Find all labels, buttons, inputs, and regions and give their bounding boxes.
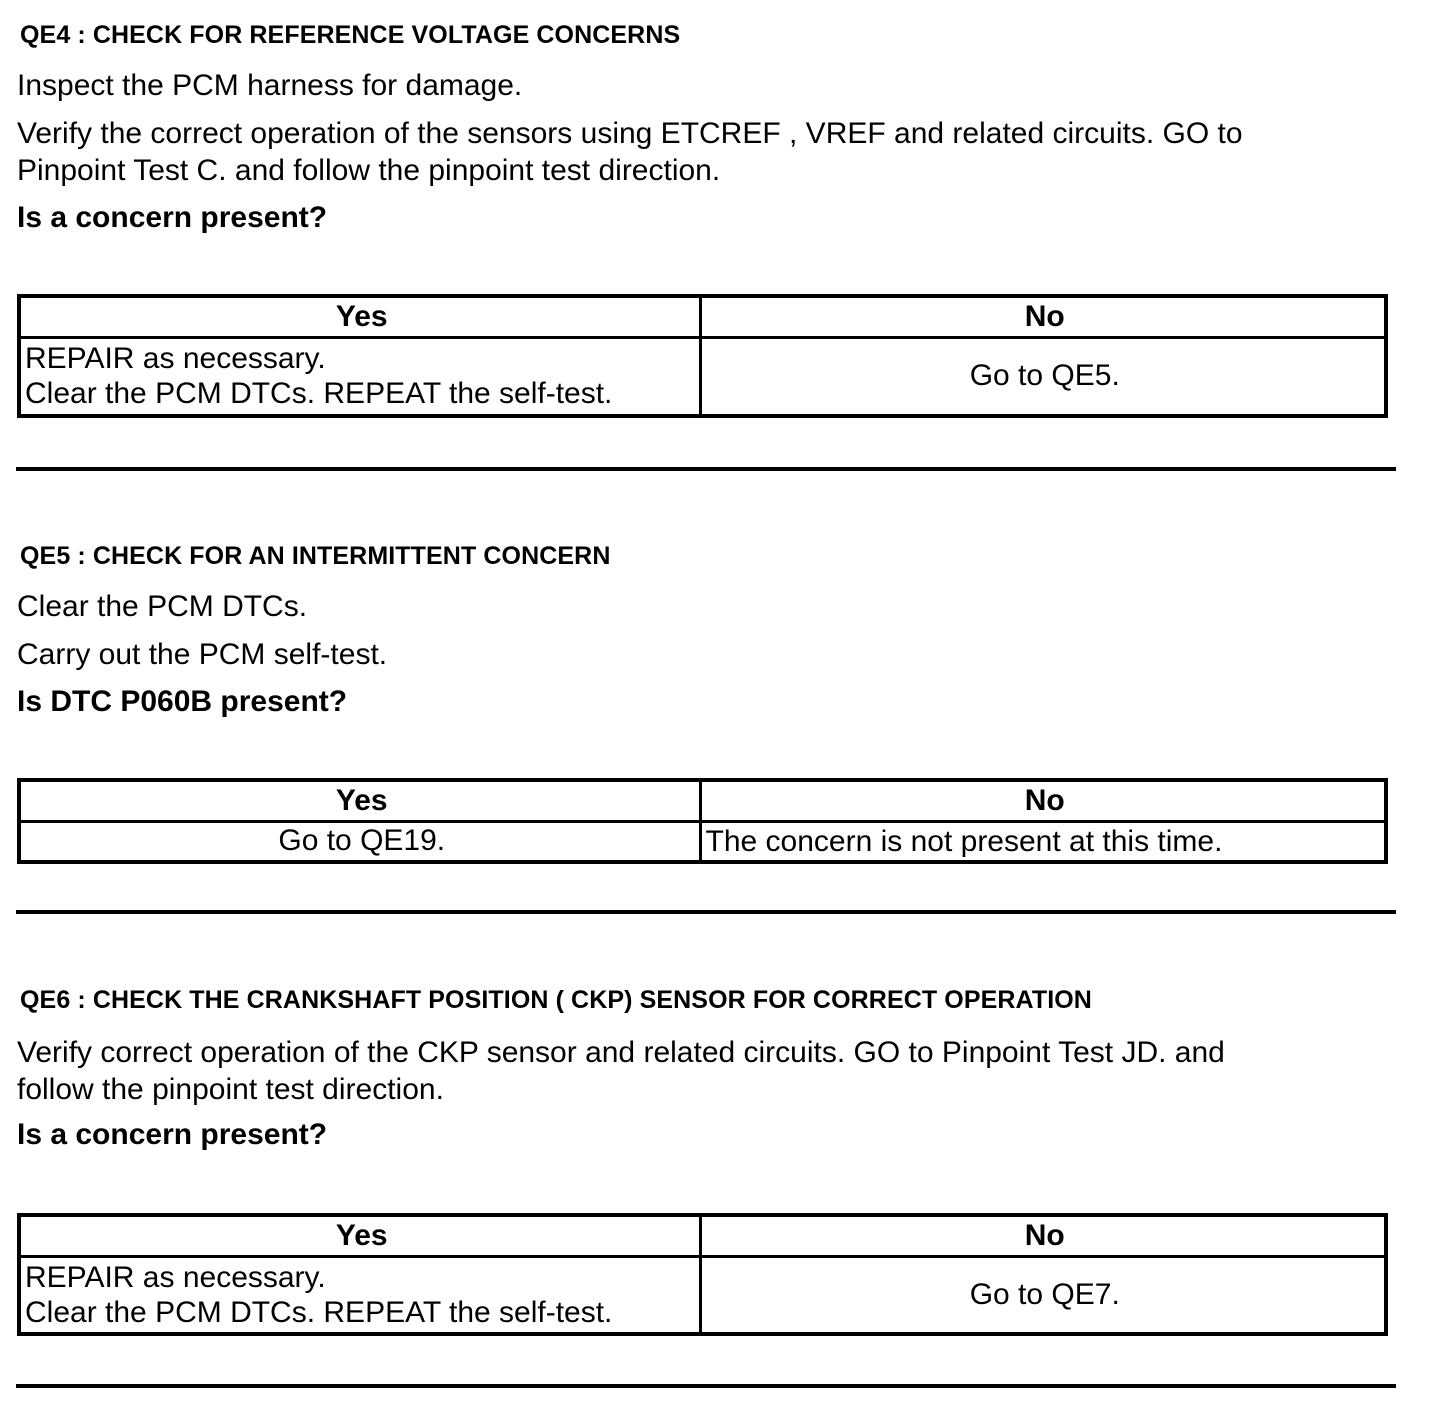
qe6-question: Is a concern present? [17, 1118, 328, 1151]
qe6-yes-line-2: Clear the PCM DTCs. REPEAT the self-test. [25, 1295, 613, 1329]
qe5-table-header-row [19, 780, 1386, 822]
qe4-yes-line-1: REPAIR as necessary. [25, 342, 326, 376]
qe6-paragraph-1-line-1: Verify correct operation of the CKP sensor and related circuits. GO to Pinpoint Test JD. and [17, 1036, 1225, 1069]
qe6-no-cell: Go to QE7. [700, 1257, 1386, 1334]
qe6-yes-header: Yes [19, 1215, 700, 1257]
qe6-heading: QE6 : CHECK THE CRANKSHAFT POSITION ( CKP) SENSOR FOR CORRECT OPERATION [20, 986, 1092, 1014]
qe4-table-header-row [19, 296, 1386, 338]
qe4-paragraph-2-line-2: Pinpoint Test C. and follow the pinpoint test direction. [17, 154, 721, 187]
qe4-divider [16, 467, 1396, 471]
qe4-yes-line-2: Clear the PCM DTCs. REPEAT the self-test. [25, 377, 613, 411]
qe5-divider [16, 910, 1396, 914]
qe5-no-cell: The concern is not present at this time. [700, 822, 1386, 862]
qe4-paragraph-2-line-1: Verify the correct operation of the sensors using ETCREF , VREF and related circuits. GO to [17, 117, 1243, 150]
qe6-no-header: No [700, 1215, 1386, 1257]
qe4-no-header: No [700, 296, 1386, 338]
qe5-decision-table [17, 778, 1388, 864]
qe6-yes-cell [19, 1257, 700, 1334]
qe5-table-row [19, 822, 1386, 862]
qe4-yes-cell [19, 338, 700, 416]
qe6-divider [16, 1384, 1396, 1388]
qe6-paragraph-1 [17, 1034, 1225, 1108]
qe4-decision-table [17, 294, 1388, 418]
qe4-heading: QE4 : CHECK FOR REFERENCE VOLTAGE CONCERNS [20, 21, 681, 49]
qe5-yes-cell: Go to QE19. [19, 822, 700, 862]
qe6-table-header-row [19, 1215, 1386, 1257]
qe5-paragraph-1: Clear the PCM DTCs. [17, 590, 308, 623]
qe4-paragraph-2 [17, 115, 1243, 189]
qe5-yes-header: Yes [19, 780, 700, 822]
qe5-no-header: No [700, 780, 1386, 822]
qe6-yes-line-1: REPAIR as necessary. [25, 1260, 326, 1294]
qe4-paragraph-1: Inspect the PCM harness for damage. [17, 69, 523, 102]
qe6-table-row [19, 1257, 1386, 1334]
qe4-table-row [19, 338, 1386, 416]
qe6-paragraph-1-line-2: follow the pinpoint test direction. [17, 1073, 444, 1106]
qe6-decision-table [17, 1213, 1388, 1336]
qe5-question: Is DTC P060B present? [17, 685, 348, 718]
qe5-paragraph-2: Carry out the PCM self-test. [17, 638, 388, 671]
qe4-question: Is a concern present? [17, 201, 328, 234]
qe4-yes-header: Yes [19, 296, 700, 338]
qe5-heading: QE5 : CHECK FOR AN INTERMITTENT CONCERN [20, 542, 611, 570]
qe4-no-cell: Go to QE5. [700, 338, 1386, 416]
